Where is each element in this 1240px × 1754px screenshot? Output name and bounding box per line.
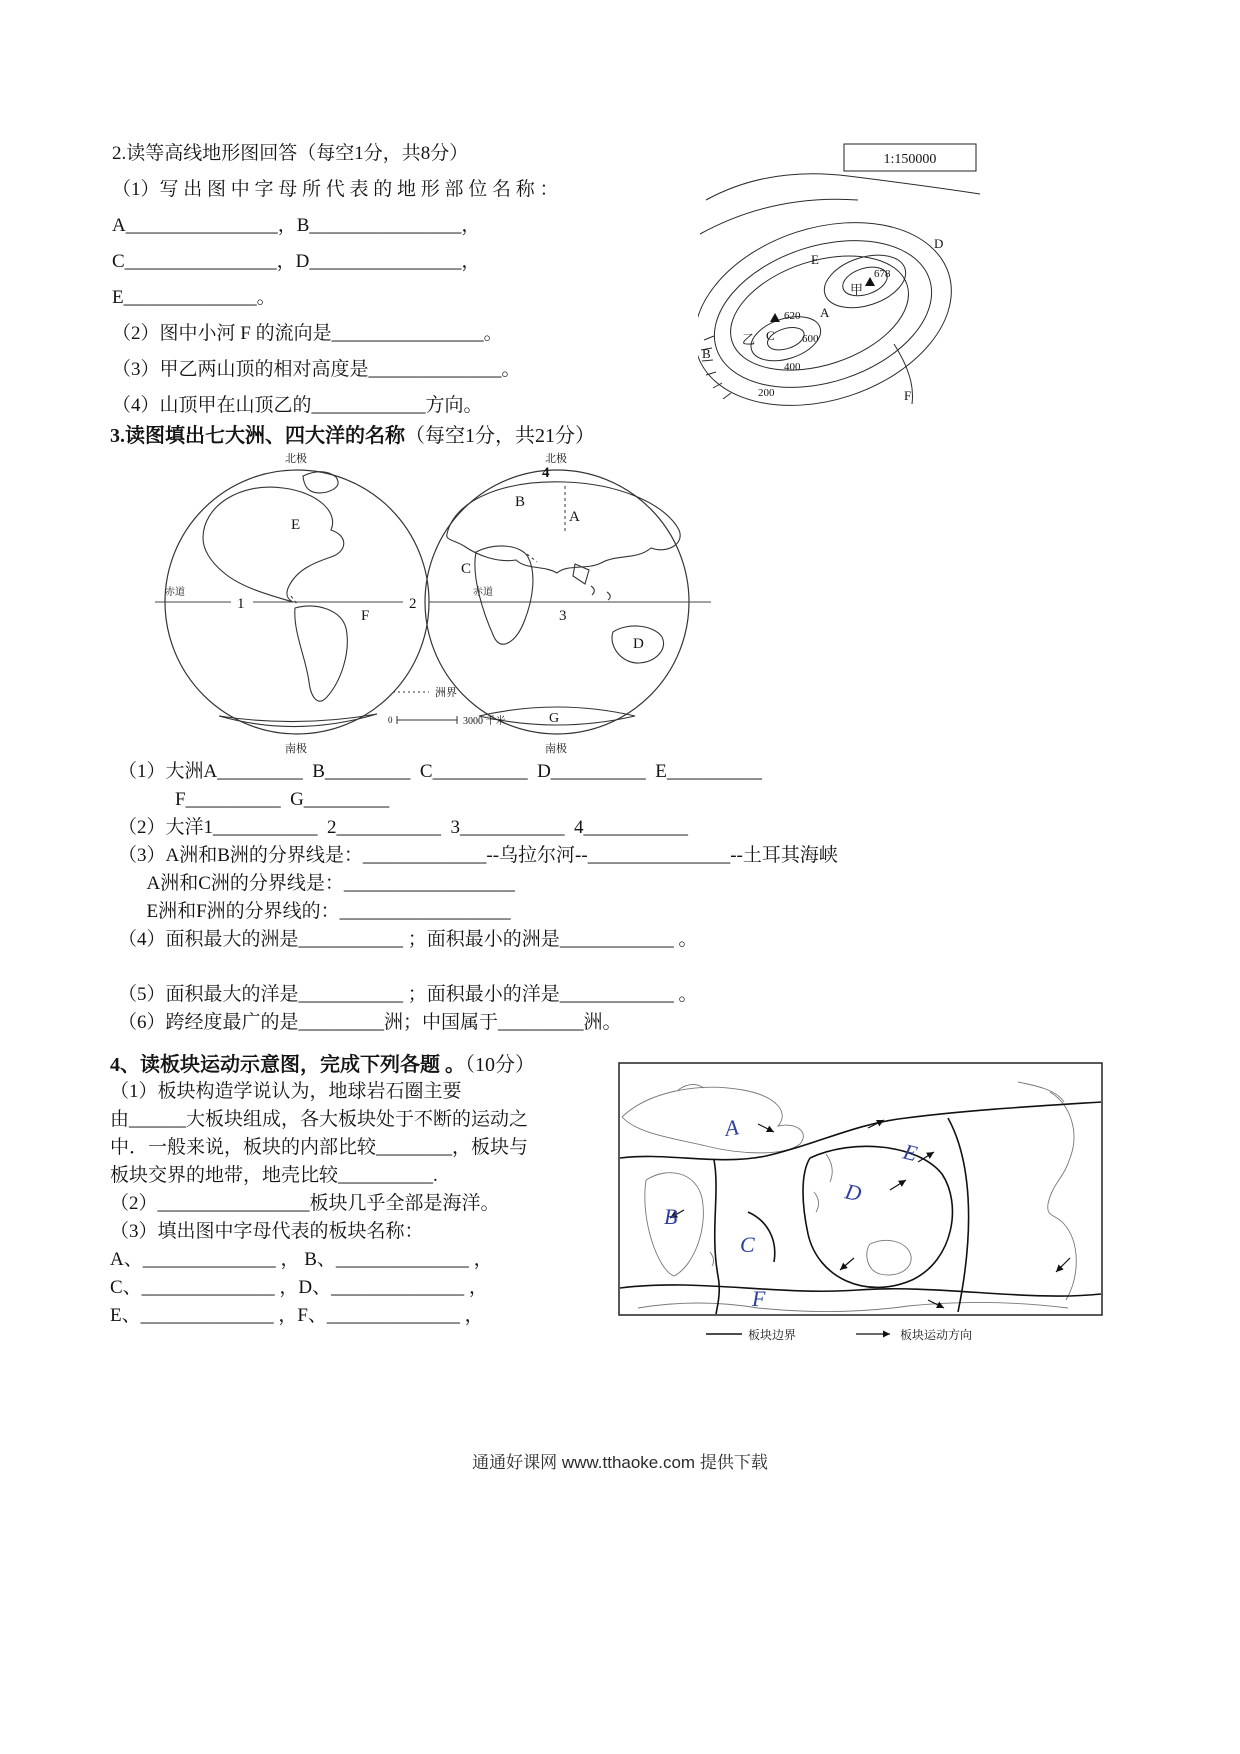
continent-f-label: F — [361, 608, 370, 624]
question-2 — [112, 136, 697, 424]
continent-g-label: G — [549, 711, 560, 726]
question-3-blanks — [118, 758, 1133, 1037]
ocean-1-label: 1 — [237, 596, 245, 612]
q4-blank-ab: A、______________ ， B、______________ ， — [110, 1249, 493, 1270]
q2-blank-e: E______________。 — [112, 287, 276, 308]
elev-620-label: 620 — [784, 310, 801, 322]
q3-line-continents-2: F__________ G_________ — [118, 789, 390, 810]
contour-label-b: B — [702, 346, 711, 361]
plate-legend — [706, 1327, 972, 1342]
q4-title — [110, 1048, 535, 1077]
plate-map — [618, 1062, 1103, 1352]
peak-jia-label: 甲 — [850, 282, 864, 297]
contour-label-e: E — [811, 252, 819, 267]
q3-line-largest-continent: （4）面积最大的洲是___________ ；面积最小的洲是____________ 。 — [118, 929, 698, 950]
q3-title-score: （每空1分，共21分） — [405, 425, 595, 447]
legend-plate-boundary: 板块边界 — [748, 1328, 797, 1342]
q2-blank-cd: C________________，D________________， — [112, 251, 481, 272]
q2-sub2: （2）图中小河 F 的流向是________________。 — [112, 323, 503, 344]
question-4 — [110, 1078, 630, 1330]
continent-a-label: A — [569, 509, 580, 525]
contour-lines — [698, 174, 980, 421]
ocean-3-label: 3 — [559, 608, 567, 624]
plate-boundaries — [620, 1102, 1101, 1314]
q4-blank-ef: E、______________ ，F、______________ ， — [110, 1305, 484, 1326]
q3-line-boundary-ab: （3）A洲和B洲的分界线是：_____________--乌拉尔河--_______________--土耳其海峡 — [118, 845, 838, 866]
q4-line-crust: 板块交界的地带，地壳比较__________. — [110, 1165, 438, 1186]
contour-label-c: C — [766, 328, 775, 343]
map-legend — [388, 686, 506, 727]
q2-blank-ab: A________________，B________________， — [112, 215, 481, 236]
continent-b-label: B — [515, 494, 526, 510]
contour-label-a: A — [820, 305, 830, 320]
plate-a-label: A — [723, 1114, 741, 1141]
map-scale-label: 1:150000 — [883, 152, 937, 167]
elev-678-label: 678 — [874, 268, 891, 280]
north-pole-label-east: 北极 — [545, 453, 567, 465]
q3-line-largest-ocean: （5）面积最大的洋是___________ ；面积最小的洋是____________ 。 — [118, 984, 698, 1005]
q2-sub3: （3）甲乙两山顶的相对高度是______________。 — [112, 359, 521, 380]
hemisphere-map — [145, 436, 725, 756]
contour-map-figure — [698, 136, 988, 426]
q3-line-longitude: （6）跨经度最广的是_________洲；中国属于_________洲。 — [118, 1012, 622, 1033]
peak-yi-label: 乙 — [742, 332, 756, 347]
plate-motion-arrows — [670, 1120, 1070, 1308]
plate-b-label: B — [664, 1204, 678, 1229]
q4-line-interior: 中．一般来说，板块的内部比较________，板块与 — [110, 1137, 529, 1158]
plate-f-label: F — [752, 1286, 766, 1311]
equator-label-east: 赤道 — [473, 587, 493, 598]
elev-200-label: 200 — [758, 387, 775, 399]
q3-line-continents: （1）大洲A_________ B_________ C__________ D__________ E__________ — [118, 761, 762, 782]
contour-map — [698, 136, 988, 421]
elev-400-label: 400 — [784, 361, 801, 373]
south-pole-label-east: 南极 — [545, 743, 567, 755]
ocean-2-label: 2 — [409, 596, 417, 612]
q4-title-score: （10分） — [465, 1054, 535, 1076]
q3-line-boundary-ac: A洲和C洲的分界线是：__________________ — [118, 873, 515, 894]
plate-map-figure — [618, 1062, 1103, 1357]
q3-title-main: 3.读图填出七大洲、四大洋的名称 — [110, 425, 405, 447]
contour-label-f: F — [904, 388, 912, 403]
q4-sub1: （1）板块构造学说认为，地球岩石圈主要 — [110, 1081, 462, 1102]
south-pole-label-west: 南极 — [285, 743, 307, 755]
q2-title: 2.读等高线地形图回答（每空1分，共8分） — [112, 143, 469, 164]
site-footer: 通通好课网 www.tthaoke.com 提供下载 — [472, 1453, 768, 1472]
contour-label-d: D — [934, 236, 944, 251]
scale-distance-label: 3000 千米 — [463, 716, 506, 727]
q4-line-plates-count: 由______大板块组成，各大板块处于不断的运动之 — [110, 1109, 529, 1130]
legend-plate-direction: 板块运动方向 — [900, 1328, 973, 1342]
legend-continent-boundary: 洲界 — [435, 687, 457, 699]
q2-sub4: （4）山顶甲在山顶乙的____________方向。 — [112, 395, 483, 416]
plate-c-label: C — [740, 1232, 755, 1257]
elev-600-label: 600 — [802, 333, 819, 345]
scale-zero-label: 0 — [388, 715, 393, 725]
q3-line-oceans: （2）大洋1___________ 2___________ 3___________ 4___________ — [118, 817, 689, 838]
q4-sub3: （3）填出图中字母代表的板块名称： — [110, 1221, 424, 1242]
equator-label-west: 赤道 — [165, 587, 185, 598]
continent-c-label: C — [461, 561, 472, 577]
q4-title-main: 4、读板块运动示意图，完成下列各题 。 — [110, 1054, 465, 1076]
north-pole-label-west: 北极 — [285, 453, 307, 465]
continent-d-label: D — [633, 636, 644, 652]
ocean-4-label: 4 — [542, 465, 550, 481]
plate-d-label: D — [842, 1178, 864, 1207]
continent-e-label: E — [291, 517, 301, 533]
q4-blank-cd: C、______________ ，D、______________ ， — [110, 1277, 488, 1298]
q2-sub1: （1）写 出 图 中 字 母 所 代 表 的 地 形 部 位 名 称 ： — [112, 179, 559, 200]
q3-line-boundary-ef: E洲和F洲的分界线的：__________________ — [118, 901, 511, 922]
peak-yi-marker — [770, 313, 780, 322]
q4-sub2: （2）________________板块几乎全部是海洋。 — [110, 1193, 500, 1214]
plate-e-label: E — [900, 1138, 920, 1167]
hemisphere-map-figure — [145, 436, 725, 761]
